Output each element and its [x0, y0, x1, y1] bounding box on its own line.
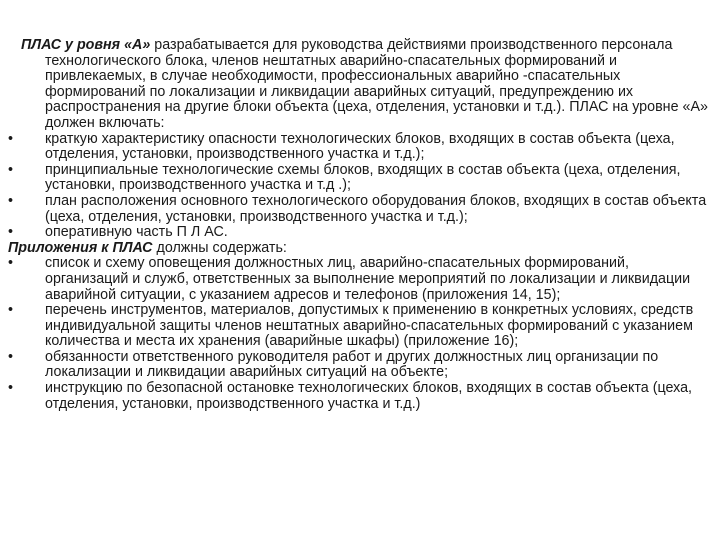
- list-item: [8, 350, 714, 381]
- bullet-icon: •: [8, 161, 14, 178]
- document-body: [8, 38, 714, 412]
- appendix-heading: Приложения к ПЛАС: [8, 239, 153, 256]
- list-item-text: краткую характеристику опасности технологических блоков, входящих в состав объекта (цеха, отделения, установки, производственного участка и т.д.);: [45, 130, 675, 163]
- list-item: [8, 225, 714, 241]
- appendix-text: должны содержать:: [152, 239, 287, 256]
- list-item: [8, 194, 714, 225]
- bullet-icon: •: [8, 348, 14, 365]
- list-item-text: список и схему оповещения должностных лиц, аварийно-спасательных формирований, организаций и служб, ответственных за выполнение мероприятий по локализации и ликвидации аварийной ситуации, с указанием адресов и телефонов (приложения 14, 15);: [45, 255, 691, 303]
- list-item-text: оперативную часть П Л АС.: [45, 224, 228, 241]
- list-item-text: план расположения основного технологического оборудования блоков, входящих в состав объекта (цеха, отделения, установки, производственного участка и т.д.);: [45, 192, 707, 225]
- list-item-text: перечень инструментов, материалов, допустимых к применению в конкретных условиях, средств индивидуальной защиты членов нештатных аварийно-спасательных формирований с указанием количества и места их хранения (аварийные шкафы) (приложение 16);: [45, 302, 694, 350]
- list-item-text: инструкцию по безопасной остановке технологических блоков, входящих в состав объекта (цеха, отделения, установки, производственного участка и т.д.): [45, 380, 693, 412]
- list-item: [8, 303, 714, 350]
- appendix-paragraph: [8, 241, 714, 257]
- intro-text: разрабатывается для руководства действиями производственного персонала технологического блока, членов нештатных аварийно-спасательных формирований и привлекаемых, в случае необходимости, профессиональных аварийно -спасательных формирований по локализации и ликвидации аварийных ситуаций, предупреждению их распространения на другие блоки объекта (цеха, отделения, установки и т.д.). ПЛАС на уровне «А» должен включать:: [45, 37, 708, 131]
- list-item: [8, 381, 714, 412]
- bullet-icon: •: [8, 302, 14, 319]
- intro-paragraph: [8, 38, 714, 132]
- level-a-list: [8, 132, 714, 241]
- bullet-icon: •: [8, 130, 14, 147]
- list-item: [8, 256, 714, 303]
- appendix-list: [8, 256, 714, 412]
- list-item-text: принципиальные технологические схемы блоков, входящих в состав объекта (цеха, отделения, установки, производственного участка и т.д .);: [45, 161, 681, 194]
- list-item: [8, 163, 714, 194]
- list-item-text: обязанности ответственного руководителя работ и других должностных лиц организации по локализации и ликвидации аварийных ситуаций на объекте;: [45, 348, 659, 381]
- list-item: [8, 132, 714, 163]
- bullet-icon: •: [8, 380, 14, 397]
- bullet-icon: •: [8, 224, 14, 241]
- plas-level-a-heading: ПЛАС у ровня «А»: [21, 37, 151, 53]
- bullet-icon: •: [8, 255, 14, 272]
- bullet-icon: •: [8, 192, 14, 209]
